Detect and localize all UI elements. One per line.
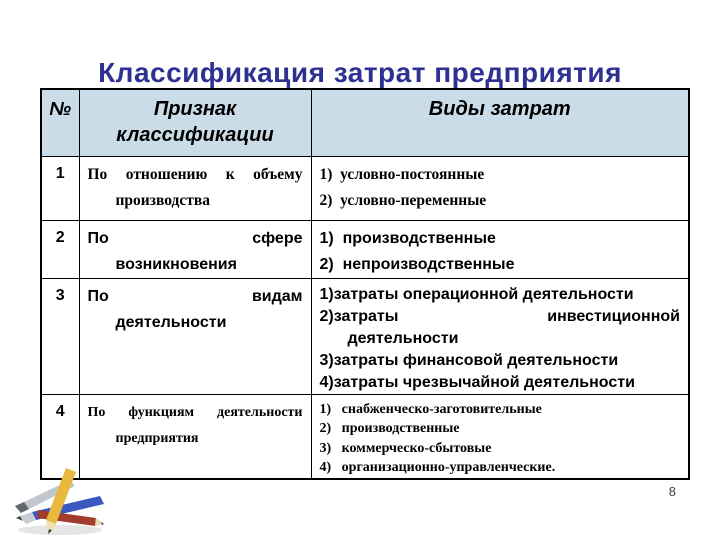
classification-attribute-cell <box>79 278 311 394</box>
classification-attribute-cell <box>79 156 311 220</box>
type-line: 2)затраты инвестиционной <box>319 307 680 325</box>
table-row <box>41 156 689 220</box>
type-line: 4) организационно-управленческие. <box>319 460 556 475</box>
table-body <box>41 156 689 479</box>
classification-attribute-cell <box>79 394 311 479</box>
attribute-line: производства <box>115 191 210 209</box>
classification-table <box>40 88 690 480</box>
attribute-line: По функциям деятельности <box>87 404 303 420</box>
type-line: 2) производственные <box>319 421 460 436</box>
page-title: Классификация затрат предприятия <box>98 56 622 88</box>
header-number: № <box>41 89 79 156</box>
type-line: 1) производственные <box>319 229 496 247</box>
header-attribute-line-1: Признак <box>153 98 237 120</box>
attribute-line: возникновения <box>115 255 237 273</box>
table-header-row <box>41 89 689 156</box>
cost-types-cell <box>311 278 689 394</box>
cost-types-cell <box>311 156 689 220</box>
type-line: 4)затраты чрезвычайной деятельности <box>319 373 635 391</box>
table-row <box>41 394 689 479</box>
attribute-line: По отношению к объему <box>87 165 303 183</box>
table-row <box>41 220 689 278</box>
type-line: 2) непроизводственные <box>319 255 515 273</box>
type-line: 2) условно-переменные <box>319 191 487 209</box>
crossed-pencils-icon <box>12 466 112 538</box>
row-number: 1 <box>41 156 79 220</box>
type-line: 1)затраты операционной деятельности <box>319 285 634 303</box>
attribute-line: По видам <box>87 287 303 305</box>
row-number: 4 <box>41 394 79 479</box>
type-line: деятельности <box>347 329 459 347</box>
header-classification-attribute <box>79 89 311 156</box>
row-number: 3 <box>41 278 79 394</box>
type-line: 3)затраты финансовой деятельности <box>319 351 619 369</box>
row-number: 2 <box>41 220 79 278</box>
attribute-line: По сфере <box>87 229 303 247</box>
header-attribute-line-2: классификации <box>116 124 274 146</box>
header-cost-types: Виды затрат <box>311 89 689 156</box>
page-number: 8 <box>668 484 676 499</box>
cost-types-cell <box>311 220 689 278</box>
classification-attribute-cell <box>79 220 311 278</box>
cost-types-cell <box>311 394 689 479</box>
type-line: 1) снабженческо-заготовительные <box>319 401 542 417</box>
attribute-line: деятельности <box>115 313 227 331</box>
attribute-line: предприятия <box>115 430 199 446</box>
table-row <box>41 278 689 394</box>
type-line: 3) коммерческо-сбытовые <box>319 440 492 456</box>
type-line: 1) условно-постоянные <box>319 165 485 183</box>
